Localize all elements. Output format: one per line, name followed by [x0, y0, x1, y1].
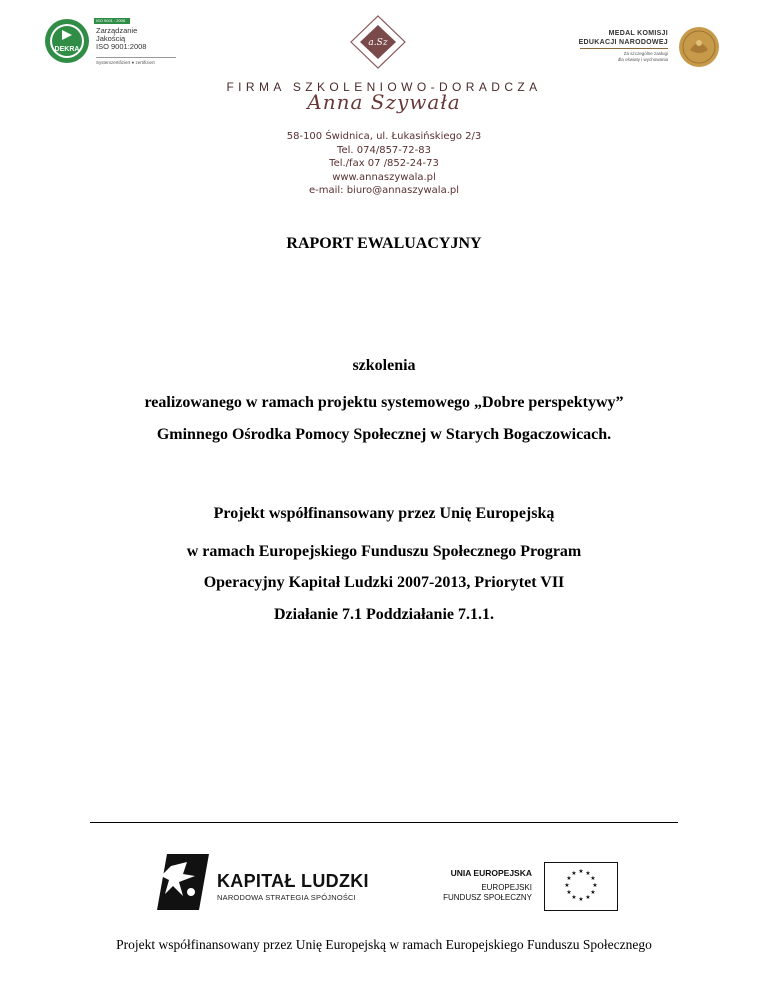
medal-divider	[580, 48, 668, 49]
contact-address: 58-100 Świdnica, ul. Łukasińskiego 2/3	[286, 131, 482, 142]
svg-text:★: ★	[564, 882, 570, 889]
iso-line-3: ISO 9001:2008	[96, 42, 147, 51]
svg-text:★: ★	[590, 889, 596, 896]
contact-fax: Tel./fax 07 /852-24-73	[329, 158, 439, 169]
medal-coin-icon	[678, 26, 720, 68]
svg-text:★: ★	[571, 894, 577, 901]
svg-text:★: ★	[585, 870, 591, 877]
dekra-brand-text: DEKRA	[54, 46, 80, 53]
medal-kej-badge	[568, 24, 720, 70]
contact-phone: Tel. 074/857-72-83	[337, 144, 431, 156]
contact-block	[0, 130, 768, 198]
dekra-logo-icon	[44, 18, 90, 64]
medal-line-1: MEDAL KOMISJI	[608, 30, 668, 37]
contact-website[interactable]: www.annaszywala.pl	[332, 171, 436, 183]
contact-email[interactable]: e-mail: biuro@annaszywala.pl	[308, 185, 460, 196]
iso-line-1: Zarządzanie	[96, 26, 138, 35]
svg-text:★: ★	[592, 882, 598, 889]
medal-line-4: dla oświaty i wychowania	[617, 57, 668, 62]
svg-text:★: ★	[566, 889, 572, 896]
firm-name: FIRMA SZKOLENIOWO-DORADCZA	[226, 80, 542, 94]
footer-divider	[90, 822, 678, 823]
cofinancing-line-3: Operacyjny Kapitał Ludzki 2007-2013, Priorytet VII	[203, 574, 565, 591]
signature: Anna Szywała	[307, 90, 461, 114]
iso-certificate-badge	[44, 18, 174, 68]
eu-line-2: EUROPEJSKI	[481, 883, 532, 892]
kapital-ludzki-subtitle: NARODOWA STRATEGIA SPÓJNOŚCI	[217, 893, 356, 902]
eu-line-3: FUNDUSZ SPOŁECZNY	[443, 893, 532, 902]
eu-flag-icon	[544, 862, 618, 911]
subtitle-training: szkolenia	[352, 357, 416, 374]
cofinancing-line-1: Projekt współfinansowany przez Unię Europejską	[213, 505, 555, 522]
cofinancing-line-4: Działanie 7.1 Poddziałanie 7.1.1.	[274, 606, 494, 623]
footer-text: Projekt współfinansowany przez Unię Europejską w ramach Europejskiego Funduszu Społecznego	[116, 937, 652, 952]
iso-line-4: Systemzertifiziert ● zertifiziert	[96, 60, 155, 65]
svg-text:★: ★	[571, 870, 577, 877]
kapital-ludzki-logo	[153, 852, 383, 912]
kapital-ludzki-icon	[153, 852, 211, 912]
cofinancing-line-2: w ramach Europejskiego Funduszu Społecznego Program	[186, 543, 582, 560]
medal-line-2: EDUKACJI NARODOWEJ	[578, 39, 668, 46]
subtitle-institution: Gminnego Ośrodka Pomocy Społecznej w Starych Bogaczowicach.	[156, 426, 612, 443]
company-logo-icon	[343, 15, 413, 69]
logo-monogram: a.Sz	[368, 38, 388, 48]
svg-text:★: ★	[590, 875, 596, 882]
kapital-ludzki-title: KAPITAŁ LUDZKI	[217, 871, 369, 891]
eu-line-1: UNIA EUROPEJSKA	[450, 868, 532, 878]
svg-text:★: ★	[566, 875, 572, 882]
svg-text:★: ★	[578, 868, 584, 875]
medal-line-3: Za szczególne zasługi	[623, 51, 668, 56]
eu-logo	[430, 866, 620, 912]
iso-strip-text: ISO 9001 : 2008	[96, 18, 126, 23]
document-title: RAPORT EWALUACYJNY	[286, 235, 482, 252]
iso-line-2: Jakością	[96, 34, 126, 43]
subtitle-project: realizowanego w ramach projektu systemowego „Dobre perspektywy”	[144, 394, 624, 411]
iso-divider	[96, 57, 176, 58]
svg-text:★: ★	[585, 894, 591, 901]
svg-text:★: ★	[578, 896, 584, 903]
